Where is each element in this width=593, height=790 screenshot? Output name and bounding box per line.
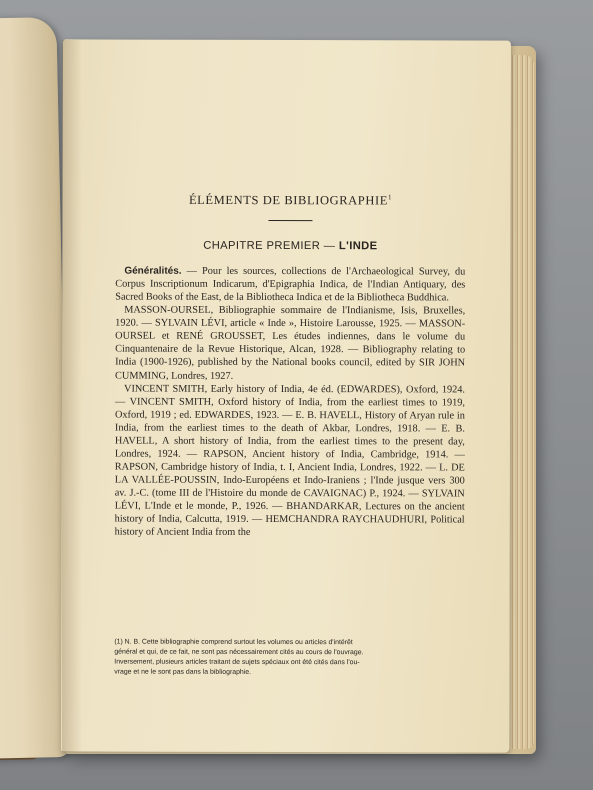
title-footnote-marker: 1: [387, 193, 393, 202]
footnote-line: Inversement, plusieurs articles traitant de sujets spéciaux ont été cités dans l'ou-: [114, 658, 360, 667]
chapter-name: L'INDE: [338, 240, 378, 253]
paragraph-text: VINCENT SMITH, Early history of India, 4e éd. (EDWARDES), Oxford, 1924. — VINCENT SMITH, Oxford history of India, from the earliest times to 1919, Oxford, 1919 ; ed. EDWARDES, 1923. — E. B. HAVELL, History of Aryan rule in India, from the earliest times to the death of Akbar, Londres, 1918. — E. B. HAVELL, A short history of India, from the earliest times to the present day, Londres, 1924. — RAPSON, Ancient history of India, Cambridge, 1914. — RAPSON, Cambridge history of India, t. I, Ancient India, Londres, 1922. — L. DE LA VALLÉE-POUSSIN, Indo-Européens et Indo-Iraniens ; l'Inde jusque vers 300 av. J.-C. (tome III de l'Histoire du monde de CAVAIGNAC) P., 1924. — SYLVAIN LÉVI, L'Inde et le monde, P., 1926. — BHANDARKAR, Lectures on the ancient history of India, Calcutta, 1919. — HEMCHANDRA RAYCHAUDHURI, Political history of Ancient India from the: [114, 383, 466, 539]
chapter-prefix: CHAPITRE PREMIER —: [203, 239, 336, 253]
paragraph-lead: Généralités.: [124, 265, 182, 277]
footnote-line: vrage et ne le sont pas dans la bibliographie.: [114, 668, 252, 676]
page-title: [115, 189, 465, 209]
paragraph-text: — Pour les sources, collections de l'Archaeological Survey, du Corpus Inscriptionum Indicarum, d'Epigraphia Indica, de l'Indian Antiquary, des Sacred Books of the East, de la Bibliotheca Indica et de la Bibliotheca Buddhica.: [115, 265, 466, 304]
page-text-block: [115, 189, 466, 540]
footnote-line: (1) N. B. Cette bibliographie comprend surtout les volumes ou articles d'intérêt: [114, 638, 353, 647]
title-rule: [268, 220, 312, 221]
body-text: [115, 265, 466, 540]
footnote-line: général et qui, de ce fait, ne sont pas nécessairement cités au cours de l'ouvrage.: [114, 648, 364, 657]
footnote: [114, 638, 466, 679]
paragraph: [115, 304, 465, 383]
chapter-heading: [115, 239, 465, 254]
paragraph-text: MASSON-OURSEL, Bibliographie sommaire de l'Indianisme, Isis, Bruxelles, 1920. — SYLVAIN LÉVI, article « Inde », Histoire Larousse, 1925. — MASSON-OURSEL et RENÉ GROUSSET, Les études indiennes, dans le volume du Cinquantenaire de la Revue Historique, Alcan, 1928. — Bibliography relating to India (1900-1926), published by the National books council, edited by SIR JOHN CUMMING, Londres, 1927.: [115, 304, 466, 382]
title-text: ÉLÉMENTS DE BIBLIOGRAPHIE: [188, 192, 388, 208]
paragraph: [115, 265, 465, 305]
paragraph: [115, 382, 465, 539]
book-page: [61, 39, 511, 752]
